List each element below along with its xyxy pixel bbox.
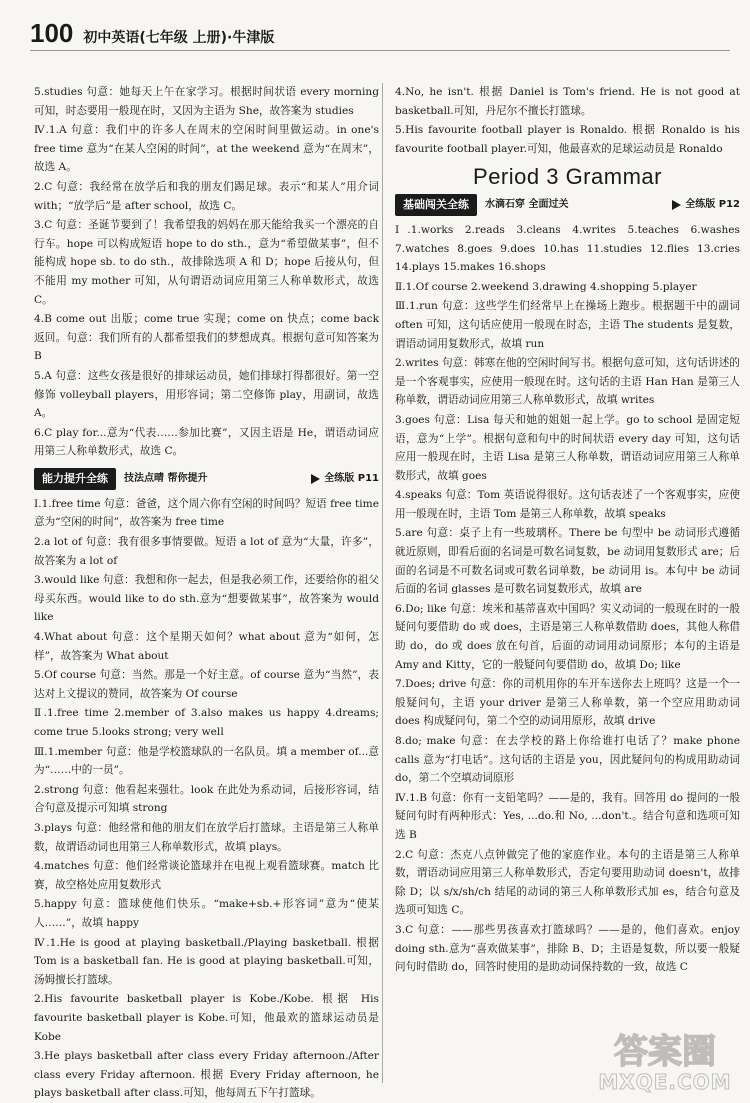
watermark-top: 答案圈 <box>614 1032 716 1072</box>
answer-entry: 5.A 句意：这些女孩是很好的排球运动员，她们排球打得都很好。第一空修饰 volleyball players，用形容词；第二空修饰 play，用副词，故选 A。 <box>34 369 379 420</box>
answer-entry: 2.C 句意：我经常在放学后和我的朋友们踢足球。表示“和某人”用介词 with；“放学后”是 after school，故选 C。 <box>34 180 379 212</box>
answer-entry: 3.He plays basketball after class every Friday afternoon./After class every Friday afternoon. 根据 Every Friday afternoon, he plays basketball after class.可知，他每周五下午打篮球。 <box>34 1050 379 1100</box>
answer-entry: 4.No, he isn't. 根据 Daniel is Tom's friend. He is not good at basketball.可知，丹尼尔不擅长打篮球。 <box>395 86 740 117</box>
section-ref <box>311 470 379 489</box>
answer-entry: 3.plays 句意：他经常和他的朋友们在放学后打篮球。主语是第三人称单数，故谓语动词也用第三人称单数形式，故填 plays。 <box>34 821 379 853</box>
answer-entry: 5.His favourite football player is Ronaldo. 根据 Ronaldo is his favourite football player.可知，他最喜欢的足球运动员是 Ronaldo <box>395 124 740 155</box>
section-chip: 基础闯关全练 <box>395 194 477 217</box>
section-subtitle: 水滴石穿 全面过关 <box>485 198 569 210</box>
answer-entry: Ⅳ.1.B 句意：你有一支铅笔吗？——是的，我有。回答用 do 提问的一般疑问句时有两种形式：Yes, ...do.和 No, ...don't.。结合句意和选项可知选 B <box>395 791 740 841</box>
header-rule <box>30 50 730 51</box>
arrow-icon <box>672 200 681 210</box>
answer-entry: 2.strong 句意：他看起来强壮。look 在此处为系动词，后接形容词，结合句意及提示可知填 strong <box>34 783 379 815</box>
answer-entry: Ⅲ.1.member 句意：他是学校篮球队的一名队员。填 a member of...意为“……中的一员”。 <box>34 745 379 777</box>
left-column <box>34 83 379 1103</box>
answer-entry: 3.C 句意：——那些男孩喜欢打篮球吗？——是的，他们喜欢。enjoy doing sth.意为“喜欢做某事”，排除 B、D；主语是复数，所以要一般疑问句时借助 do，回答时使用的是助动词保持数的一致，故选 C <box>395 923 740 974</box>
book-title: 初中英语(七年级 上册)·牛津版 <box>83 30 275 46</box>
watermark-bottom: MXQE.COM <box>598 1070 732 1094</box>
answer-entry: 6.C play for...意为“代表……参加比赛”，又因主语是 He，谓语动词应用第三人称单数形式，故选 C。 <box>34 426 379 458</box>
answer-entry: 4.matches 句意：他们经常谈论篮球并在电视上观看篮球赛。match 比赛，故空格处应用复数形式 <box>34 860 379 891</box>
section-chip: 能力提升全练 <box>34 468 116 491</box>
answer-entry: 3.goes 句意：Lisa 每天和她的姐姐一起上学。go to school 是固定短语，意为“上学”。根据句意和句中的时间状语 every day 可知，这句话应用一般现在时，主语 Lisa 是第三人称单数，谓语动词应用第三人称单数形式，故填 goes <box>395 413 740 482</box>
section-subtitle: 技法点晴 帮你提升 <box>124 472 208 484</box>
section-ref-text: 全练版 P11 <box>324 472 379 484</box>
section-ref-text: 全练版 P12 <box>685 198 740 210</box>
column-divider <box>382 83 383 1083</box>
section-bar-basic <box>395 193 740 217</box>
answer-entry: 4.speaks 句意：Tom 英语说得很好。这句话表述了一个客观事实，应使用一般现在时，主语 Tom 是第三人称单数，故填 speaks <box>395 489 740 520</box>
answer-entry: Ⅲ.1.run 句意：这些学生们经常早上在操场上跑步。根据题干中的副词 often 可知，这句话应使用一般现在时态，主语 The students 是复数，谓语动词用复数形式，故填 run <box>395 300 740 350</box>
answer-entry: 5.Of course 句意：当然。那是一个好主意。of course 意为“当然”，表达对上文提议的赞同，故答案为 Of course <box>34 669 379 700</box>
right-column <box>395 83 740 977</box>
answer-entry: 2.writes 句意：韩寒在他的空闲时间写书。根据句意可知，这句话讲述的是一个客观事实，应使用一般现在时。这句话的主语 Han Han 是第三人称单数，谓语动词应用第三人称单数形式，故填 writes <box>395 357 740 407</box>
answer-entry: Ⅰ.1.works 2.reads 3.cleans 4.writes 5.teaches 6.washes 7.watches 8.goes 9.does 10.has 11.studies 12.flies 13.cries 14.plays 15.makes 16.shops <box>395 223 740 274</box>
page-header <box>30 18 730 48</box>
section-ref <box>672 196 740 215</box>
answer-entry: 4.What about 句意：这个星期天如何？what about 意为“如何，怎样”，故答案为 What about <box>34 631 379 662</box>
answer-entry: 2.C 句意：杰克八点钟做完了他的家庭作业。本句的主语是第三人称单数，谓语动词应用第三人称单数形式，否定句要用助动词 doesn't，故排除 D；以 s/x/sh/ch 结尾的动词的第三人称单数形式加 es，结合句意及选项可知选 C。 <box>395 848 740 917</box>
section-bar-ability <box>34 467 379 491</box>
arrow-icon <box>311 474 320 484</box>
answer-entry: Ⅱ.1.free time 2.member of 3.also makes us happy 4.dreams; come true 5.looks strong; very well <box>34 707 379 738</box>
answer-entry: 5.studies 句意：她每天上午在家学习。根据时间状语 every morning 可知，时态要用一般现在时，又因为主语为 She，故答案为 studies <box>34 86 379 117</box>
answer-entry: Ⅳ.1.He is good at playing basketball./Playing basketball. 根据 Tom is a basketball fan. He is good at playing basketball.可知，汤姆擅长打篮球。 <box>34 936 379 986</box>
answer-entry: 2.His favourite basketball player is Kobe./Kobe. 根据 His favourite basketball player is Kobe.可知，他最欢的篮球运动员是 Kobe <box>34 993 379 1043</box>
answer-entry: 6.Do; like 句意：埃米和基蒂喜欢中国吗？实义动词的一般现在时的一般疑问句要借助 do 或 does，主语是第三人称单数借助 does，其他人称借助 do，do 或 does 放在句首，后面的动词用动词原形；本句的主语是 Amy and Kitty，它的一般疑问句要借助 do，故填 Do; like <box>395 602 740 671</box>
answer-entry: Ⅱ.1.Of course 2.weekend 3.drawing 4.shopping 5.player <box>395 280 697 293</box>
watermark-logo <box>590 1033 740 1095</box>
answer-entry: Ⅰ.1.free time 句意：爸爸，这个周六你有空闲的时间吗？短语 free time 意为“空闲的时间”，故答案为 free time <box>34 497 379 529</box>
page-number: 100 <box>30 18 74 48</box>
period-title: Period 3 Grammar <box>473 164 662 190</box>
answer-entry: 5.are 句意：桌子上有一些玻璃杯。There be 句型中 be 动词形式遵循就近原则，即看后面的名词是可数名词复数，be 动词用复数形式 are；后面的名词是不可数名词或可数名词单数，be 动词用 is。本句中 be 动词后面的名词 glasses 是可数名词复数形式，故填 are <box>395 527 740 596</box>
answer-entry: 8.do; make 句意：在去学校的路上你给谁打电话了？make phone calls 意为“打电话”。这句话的主语是 you，因此疑问句的构成用助动词 do，第二个空填动词原形 <box>395 735 740 785</box>
answer-entry: 2.a lot of 句意：我有很多事情要做。短语 a lot of 意为“大量，许多”，故答案为 a lot of <box>34 536 379 567</box>
answer-entry: 3.would like 句意：我想和你一起去，但是我必须工作，还要给你的祖父母买东西。would like to do sth.意为“想要做某事”，故答案为 would like <box>34 574 379 624</box>
answer-entry: 5.happy 句意：篮球使他们快乐。“make+sb.+形容词”意为“使某人……”，故填 happy <box>34 898 379 929</box>
answer-entry: 3.C 句意：圣诞节要到了！我希望我的妈妈在那天能给我买一个漂亮的自行车。hope 可以构成短语 hope to do sth.，意为“希望做某事”，但不能构成 hope sb. to do sth.，故排除选项 A 和 D；hope 后接从句，但不能用 my mother 可知，从句谓语动词应用第三人称单数形式，故选 C。 <box>34 219 379 306</box>
answer-entry: Ⅳ.1.A 句意：我们中的许多人在周末的空闲时间里做运动。in one's free time 意为“在某人空闲的时间”，at the weekend 意为“在周末”，故选 A。 <box>34 124 379 174</box>
answer-entry: 7.Does; drive 句意：你的司机用你的车开车送你去上班吗？这是一个一般疑问句，主语 your driver 是第三人称单数，第一个空应用助动词 does 构成疑问句，第二个空的动词用原形，故填 drive <box>395 678 740 728</box>
answer-entry: 4.B come out 出版；come true 实现；come on 快点；come back 返回。句意：我们所有的人都希望我们的梦想成真。根据句意可知答案为 B <box>34 313 379 363</box>
